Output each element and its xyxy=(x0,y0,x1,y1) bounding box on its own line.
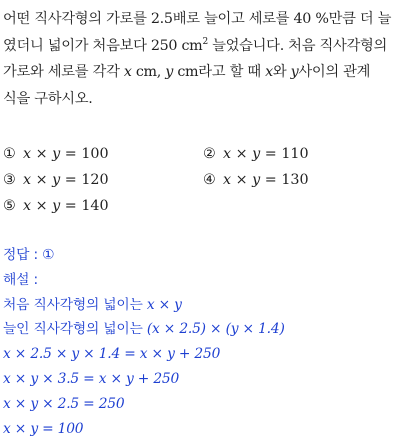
math-value: 40 % xyxy=(293,11,329,27)
explanation-line xyxy=(3,392,397,417)
choice-number: ③ xyxy=(3,172,16,188)
explanation-text: 늘인 직사각형의 넓이는 xyxy=(3,321,147,338)
choice-row xyxy=(3,193,397,219)
explanation-math: x × y = 100 xyxy=(3,420,84,437)
choice-number: ② xyxy=(203,146,216,162)
problem-text: 라고 할 때 xyxy=(198,64,266,80)
explanation-line xyxy=(3,293,397,318)
math-operator: × xyxy=(31,198,53,214)
math-operator: = xyxy=(260,172,282,188)
problem-text: 였더니 넓이가 처음보다 xyxy=(3,37,151,54)
math-value: 2.5 xyxy=(150,11,173,27)
math-variable: y xyxy=(252,146,261,162)
math-operator: × xyxy=(231,146,253,162)
math-value: 250 cm xyxy=(150,37,203,54)
math-operator: = xyxy=(60,146,82,162)
superscript: 2 xyxy=(202,36,208,47)
math-operator: = xyxy=(260,146,282,162)
choice-value: 140 xyxy=(81,198,109,214)
explanation-line xyxy=(3,317,397,342)
math-unit: cm, xyxy=(131,64,166,80)
math-operator: × xyxy=(31,172,53,188)
problem-text: 만큼 더 늘 xyxy=(328,11,392,27)
choice-row xyxy=(3,141,397,167)
answer-value: ① xyxy=(42,247,55,263)
problem-line-2 xyxy=(3,33,397,60)
choice-2[interactable] xyxy=(203,141,309,167)
solution-section xyxy=(3,243,397,441)
explanation-label: 해설 : xyxy=(3,271,38,288)
choice-number: ⑤ xyxy=(3,198,16,214)
explanation-math: (x × 2.5) × (y × 1.4) xyxy=(146,321,285,338)
math-operator: × xyxy=(31,146,53,162)
math-variable: x xyxy=(265,64,273,80)
math-variable: x xyxy=(123,64,132,80)
math-variable: x xyxy=(223,172,232,188)
choice-5[interactable] xyxy=(3,193,109,219)
problem-text: 가로와 세로를 각각 xyxy=(3,64,124,80)
problem-statement xyxy=(3,6,397,112)
choice-row xyxy=(3,167,397,193)
choice-value: 110 xyxy=(281,146,309,162)
choice-value: 100 xyxy=(81,146,109,162)
problem-text: 늘었습니다. 처음 직사각형의 xyxy=(207,37,387,54)
math-variable: x xyxy=(223,146,232,162)
problem-text: 어떤 직사각형의 가로를 xyxy=(3,11,151,27)
problem-line-1 xyxy=(3,6,397,33)
explanation-math: x × y × 2.5 = 250 xyxy=(3,395,125,412)
choice-value: 120 xyxy=(81,172,109,188)
math-variable: x xyxy=(23,198,32,214)
choice-number: ① xyxy=(3,146,16,162)
math-variable: y xyxy=(52,198,61,214)
explanation-math: x × y × 3.5 = x × y + 250 xyxy=(3,370,180,387)
math-variable: y xyxy=(165,64,174,80)
answer-label: 정답 : xyxy=(3,247,43,263)
math-variable: x xyxy=(23,172,32,188)
math-variable: y xyxy=(52,172,61,188)
choice-number: ④ xyxy=(203,172,216,188)
math-variable: y xyxy=(252,172,261,188)
problem-line-3 xyxy=(3,59,397,86)
choice-1[interactable] xyxy=(3,141,109,167)
math-operator: = xyxy=(60,198,82,214)
choice-3[interactable] xyxy=(3,167,109,193)
problem-text: 사이의 관계 xyxy=(298,64,371,80)
problem-text: 와 xyxy=(272,64,291,80)
explanation-math: x × 2.5 × y × 1.4 = x × y + 250 xyxy=(3,346,221,363)
problem-text: 배로 늘이고 세로를 xyxy=(172,11,294,27)
answer-line xyxy=(3,243,397,268)
math-variable: x xyxy=(23,146,32,162)
choice-4[interactable] xyxy=(203,167,309,193)
math-operator: × xyxy=(231,172,253,188)
problem-line-4: 식을 구하시오. xyxy=(3,90,93,107)
explanation-line xyxy=(3,367,397,392)
explanation-line xyxy=(3,342,397,367)
answer-choices xyxy=(3,141,397,219)
choice-value: 130 xyxy=(281,172,309,188)
explanation-math: x × y xyxy=(146,296,182,313)
explanation-text: 처음 직사각형의 넓이는 xyxy=(3,296,147,313)
math-variable: y xyxy=(52,146,61,162)
explanation-line xyxy=(3,417,397,441)
math-unit: cm xyxy=(173,64,199,80)
math-variable: y xyxy=(290,64,299,80)
math-operator: = xyxy=(60,172,82,188)
